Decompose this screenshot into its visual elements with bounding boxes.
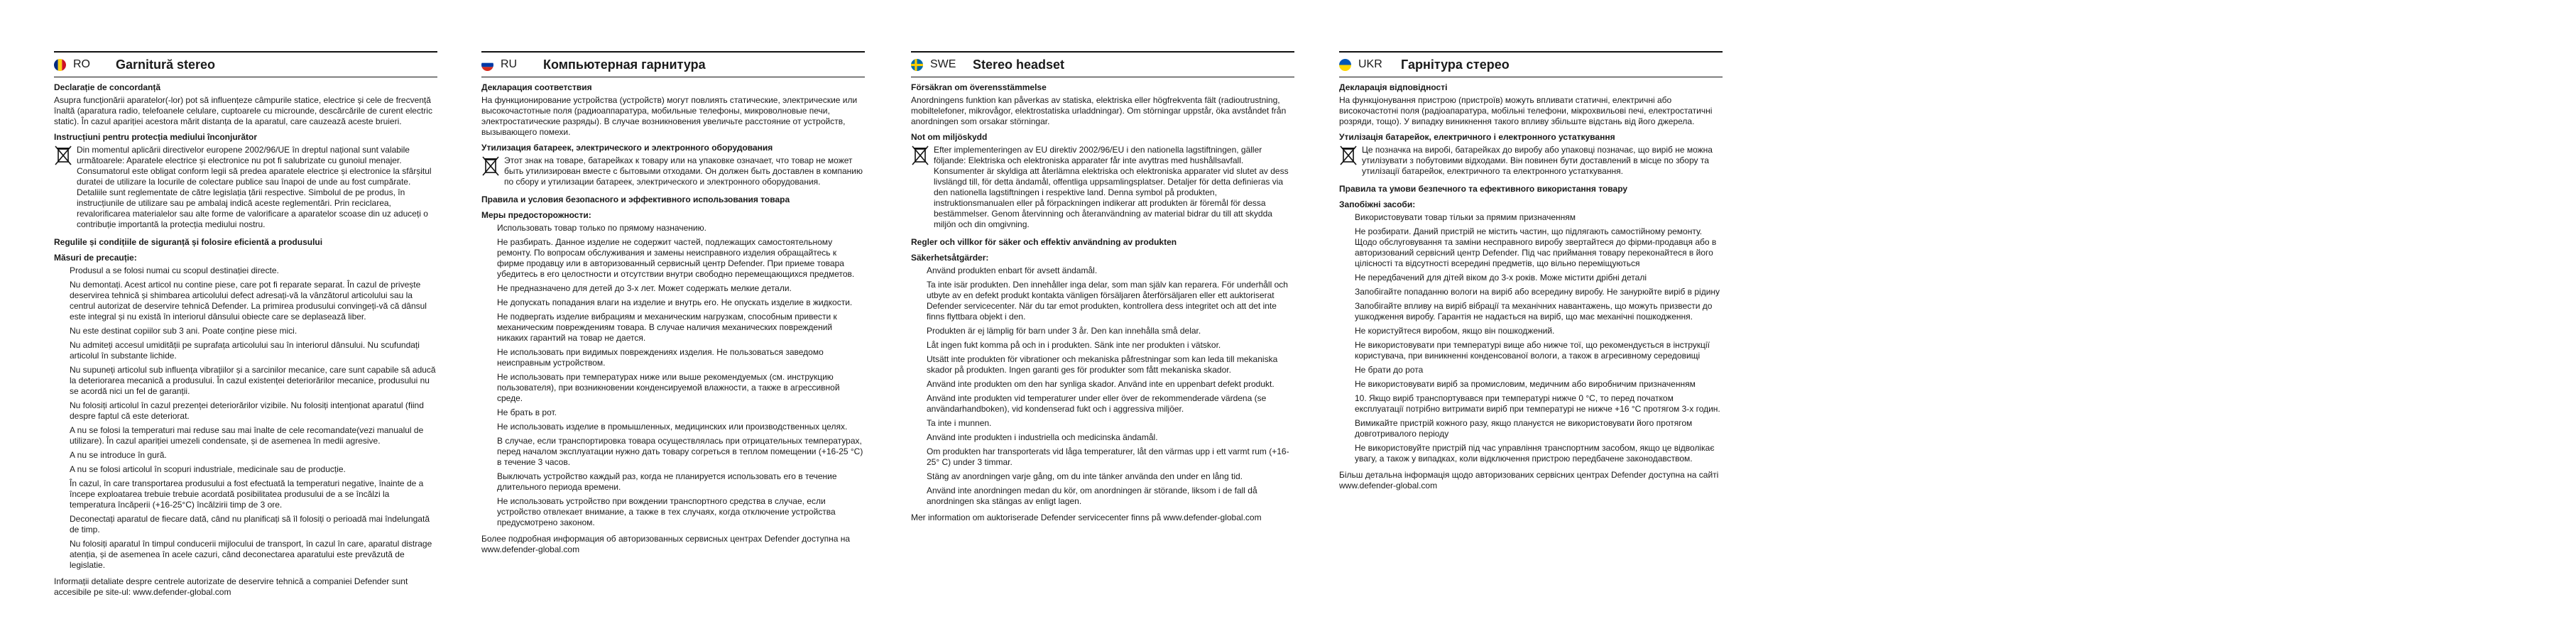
- crossed-bin-icon: [54, 145, 72, 166]
- rules-heading: Regler och villkor för säker och effektiv användning av produkten: [911, 236, 1177, 247]
- list-item: Запобігайте впливу на виріб вібрації та механічних навантажень, що можуть призвести до ушкодження виробу. Гарантія не надається на виріб, що має механічні пошкодження.: [1355, 300, 1713, 322]
- disposal-text: Efter implementeringen av EU direktiv 2002/96/EU i den nationella lagstiftningen, gäller följande: Elektriska och elektroniska apparater får inte avyttras med hushållsavfall. Konsumenter är skyldiga att återlämna elektriska och elektroniska apparater vid slutet av dess livslängd till, för detta ändamål, offentliga uppsamlingsplatser. Detaljer för detta definieras via den nationella lagstiftningen i respektive land. Denna symbol på produkten, instruktionsmanualen eller på förpackningen indikerar att produkten är föremål för dessa bestämmelser. Genom återvinning och återanvändning av material bidrar du till att skydda miljön och din omgivning.: [934, 144, 1289, 229]
- footer-text: Mer information om auktoriserade Defender servicecenter finns på www.defender-global.com: [911, 512, 1262, 522]
- product-title: Garnitură stereo: [116, 57, 216, 72]
- list-item: Выключать устройство каждый раз, когда не планируется использовать его в течение длительного периода времени.: [497, 471, 837, 492]
- product-title: Компьютерная гарнитура: [543, 57, 706, 72]
- rules-heading: Правила та умови безпечного та ефективного використання товару: [1339, 183, 1628, 194]
- column-ro: [54, 51, 437, 600]
- language-code: UKR: [1358, 58, 1382, 71]
- list-item: Ta inte isär produkten. Den innehåller inga delar, som man själv kan reparera. För underhåll och utbyte av en defekt produkt kontakta vänligen försäljaren återförsäljaren eller ett auktoriserat Defender servicecenter. När du tar emot produkten, kontrollera dess integritet och att det inte finns flyttbara objekt i den.: [927, 279, 1288, 322]
- list-item: În cazul, în care transportarea produsului a fost efectuată la temperaturi negative, înainte de a începe exploatarea trebuie trebuie acordată posibilitatea produsului de a se încălzi la temperatura încăperii (+16-25°C) încălzirii timp de 3 ore.: [70, 478, 424, 510]
- section-header: [481, 51, 865, 77]
- declaration-heading: Декларація відповідності: [1339, 82, 1448, 92]
- ukraine-flag-icon: [1339, 59, 1351, 71]
- list-item: Om produkten har transporterats vid låga temperaturer, låt den värmas upp i ett varmt rum (+16-25° C) under 3 timmar.: [927, 446, 1289, 467]
- list-item: Не розбирати. Даний пристрій не містить частин, що підлягають самостійному ремонту. Щодо обслуговування та заміни несправного виробу звертайтеся до фірми-продавця або в авторизований сервісний центр Defender. Під час приймання товару переконайтеся в його цілісності та відсутності всередині предметів, що вільно переміщуються: [1355, 226, 1717, 268]
- list-item: Nu folosiți articolul în cazul prezenței deteriorărilor vizibile. Nu folosiți intenționat aparatul (fiind despre faptul că este deteriorat.: [70, 400, 424, 421]
- list-item: Вимикайте пристрій кожного разу, якщо плануєтся не використовувати його протягом довготривалого періоду: [1355, 417, 1693, 439]
- list-item: Не використовувати при температурі вище або нижче тої, що рекомендується в інструкції користувача, при виникненні конденсованої вологи, а також в агресивному середовищі: [1355, 339, 1710, 361]
- list-item: Produsul a se folosi numai cu scopul destinației directe.: [70, 265, 279, 275]
- column-ru: [481, 51, 865, 557]
- footer-text: Informații detaliate despre centrele autorizate de deservire tehnică a companiei Defender sunt accesibile pe site-ul: www.defender-global.com: [54, 576, 408, 597]
- romania-flag-icon: [54, 59, 66, 71]
- declaration-text: На функціонування пристрою (пристроїв) можуть впливати статичні, електричні або високочастотні поля (радіоапаратура, мобільні телефони, мікрохвильові печі, електростатичні розряди, тощо). У випадку виникнення такого впливу збільште відстань від його джерела.: [1339, 94, 1713, 126]
- declaration-heading: Declarație de concordanță: [54, 82, 161, 92]
- list-item: Stäng av anordningen varje gång, om du inte tänker använda den under en lång tid.: [927, 471, 1243, 481]
- disposal-text: Din momentul aplicării directivelor europene 2002/96/UE în dreptul național sunt valabile următoarele: Aparatele electrice și electronice nu pot fi salubrizate cu gunoiul menajer. Consumatorul este obligat conform legii să predea aparatele electrice și electronice la sfârșitul duratei de utilizare la locurile de colectare publice sau înapoi de unde au fost cumpărate. Detaliile sunt reglementate de către legislația țării respective. Simbolul de pe produs, în instrucțiunile de utilizare sau pe ambalaj indică aceste reglementări. Prin reciclarea, revalorificarea materialelor sau alte forme de valorificare a aparatelor scoase din uz aduceți o contribuție importantă la protecția mediului nostru.: [77, 144, 432, 229]
- declaration-text: Asupra funcționării aparatelor(-lor) pot să influențeze câmpurile statice, electrice și cele de frecvență înaltă (aparatura radio, telefoanele celulare, cuptoarele cu microunde, descărcările de curent electric static). În cazul apariției acestora mărit distanța de la aparatul, care cauzează aceste bruieri.: [54, 94, 432, 126]
- list-item: Deconectați aparatul de fiecare dată, când nu planificați să îl folosiți o perioadă mai îndelungată de timp.: [70, 513, 430, 534]
- list-item: Не використовуйте пристрій під час управління транспортним засобом, якщо це відволікає увагу, а також у випадках, коли відключення пристрою передбачене законодавством.: [1355, 442, 1715, 464]
- list-item: A nu se folosi la temperaturi mai reduse sau mai înalte de cele recomandate(vezi manualul de utilizare). În cazul apariției umezeli condensate, și de asemenea în medii agresive.: [70, 424, 424, 446]
- list-item: Produkten är ej lämplig för barn under 3 år. Den kan innehålla små delar.: [927, 325, 1201, 336]
- list-item: Не использовать изделие в промышленных, медицинских или производственных целях.: [497, 421, 848, 432]
- list-item: Använd inte anordningen medan du kör, om anordningen är störande, liksom i de fall då anordningen ska stängas av enligt lagen.: [927, 485, 1257, 506]
- precautions-heading: Säkerhetsåtgärder:: [911, 252, 989, 263]
- column-ukr: [1339, 51, 1723, 493]
- crossed-bin-icon: [481, 155, 500, 177]
- list-item: Utsätt inte produkten för vibrationer och mekaniska påfrestningar som kan leda till mekaniska skador på produkten. Ingen garanti ges för produkter som fått mekaniska skador.: [927, 353, 1278, 375]
- disposal-heading: Not om miljöskydd: [911, 131, 988, 142]
- list-item: Använd inte produkten vid temperaturer under eller över de rekommenderade värdena (se användarhandboken), vid kondenserad fukt och i aggressiva miljöer.: [927, 393, 1267, 414]
- language-code: SWE: [930, 58, 956, 71]
- precautions-heading: Măsuri de precauție:: [54, 252, 137, 263]
- list-item: Nu demontați. Acest articol nu contine piese, care pot fi reparate separat. În cazul de privește deservirea tehnică și shimbarea articolului defect adresați-vă la vânzătorul articolului sau la centrul autorizat de deservire tehnică Defender. La primirea produsului convingeți-vă că dânsul este integral și nu există în interiorul dânsului obiecte care se deplasează liber.: [70, 279, 427, 322]
- footer-text: Більш детальна інформація щодо авторизованих сервісних центрах Defender доступна на сайті www.defender-global.com: [1339, 469, 1719, 490]
- russia-flag-icon: [481, 59, 493, 71]
- declaration-heading: Декларация соответствия: [481, 82, 592, 92]
- list-item: Не подвергать изделие вибрациям и механическим нагрузкам, способным привести к механическим повреждениям товара. В случае наличия механических повреждений никаких гарантий на товар не дается.: [497, 311, 837, 343]
- list-item: Не разбирать. Данное изделие не содержит частей, подлежащих самостоятельному ремонту. По вопросам обслуживания и замены неисправного изделия обращайтесь к фирме продавцу или в авторизованный сервисный центр Defender. При приеме товара убедитесь в его целостности и отсутствии внутри свободно перемещающихся предметов.: [497, 236, 855, 279]
- declaration-text: На функционирование устройства (устройств) могут повлиять статические, электрические или высокочастотные поля (радиоаппаратура, мобильные телефоны, микроволновые печи, электростатические разряды). В случае возникновения увеличьте расстояние от устройств, вызывающего помехи.: [481, 94, 858, 137]
- list-item: Nu admiteți accesul umidității pe suprafața articolului sau în interiorul dânsului. Nu scufundați articolul în substante lichide.: [70, 339, 420, 361]
- list-item: A nu se introduce în gură.: [70, 449, 167, 460]
- disposal-text: Це позначка на виробі, батарейках до виробу або упаковці позначає, що виріб не можна утилізувати з побутовими відходами. Він повинен бути доставлений в місце по збору та утилізації батарейок, електричного та електронного устаткування.: [1362, 144, 1713, 176]
- list-item: Запобігайте попаданню вологи на виріб або всередину виробу. Не занурюйте виріб в рідину: [1355, 286, 1720, 297]
- list-item: Не брати до рота: [1355, 364, 1424, 375]
- product-title: Гарнітура стерео: [1401, 57, 1510, 72]
- list-item: Låt ingen fukt komma på och in i produkten. Sänk inte ner produkten i vätskor.: [927, 339, 1221, 350]
- disposal-heading: Instrucțiuni pentru protecția mediului înconjurător: [54, 131, 258, 142]
- crossed-bin-icon: [1339, 145, 1358, 166]
- list-item: Använd produkten enbart för avsett ändamål.: [927, 265, 1098, 275]
- product-title: Stereo headset: [973, 57, 1065, 72]
- disposal-heading: Утилізація батарейок, електричного і електронного устаткування: [1339, 131, 1615, 142]
- list-item: Не допускать попадания влаги на изделие и внутрь его. Не опускать изделие в жидкости.: [497, 297, 853, 307]
- list-item: Använd inte produkten om den har synliga skador. Använd inte en uppenbart defekt produkt.: [927, 378, 1275, 389]
- section-header: [1339, 51, 1723, 77]
- list-item: Не использовать устройство при вождении транспортного средства в случае, если устройство отвлекает внимание, а также в тех случаях, когда отключение устройства предусмотрено законом.: [497, 495, 836, 527]
- list-item: Ta inte i munnen.: [927, 417, 992, 428]
- list-item: A nu se folosi articolul în scopuri industriale, medicinale sau de producție.: [70, 464, 346, 474]
- sweden-flag-icon: [911, 59, 923, 71]
- list-item: Nu este destinat copiilor sub 3 ani. Poate conține piese mici.: [70, 325, 298, 336]
- section-header: [911, 51, 1294, 77]
- list-item: Nu supuneți articolul sub influența vibrațiilor și a sarcinilor mecanice, care sunt capabile să aducă la deteriorarea mecanică a produsului. În cazul existenței deteriorărilor mecanice, produsului nu se acordă nici un fel de garanții.: [70, 364, 436, 396]
- list-item: Использовать товар только по прямому назначению.: [497, 222, 706, 233]
- disposal-heading: Утилизация батареек, электрического и электронного оборудования: [481, 142, 773, 153]
- list-item: Не використовувати виріб за промисловим, медичним або виробничим призначенням: [1355, 378, 1696, 389]
- list-item: Не предназначено для детей до 3-х лет. Может содержать мелкие детали.: [497, 283, 792, 293]
- footer-text: Более подробная информация об авторизованных сервисных центрах Defender доступна на www.defender-global.com: [481, 533, 851, 554]
- declaration-heading: Försäkran om överensstämmelse: [911, 82, 1047, 92]
- list-item: Не користуйтеся виробом, якщо він пошкоджений.: [1355, 325, 1555, 336]
- disposal-text: Этот знак на товаре, батарейках к товару или на упаковке означает, что товар не может быть утилизирован вместе с бытовыми отходами. Он должен быть доставлен в компанию по сбору и утилизации батареек, электрического и электронного оборудования.: [504, 155, 863, 187]
- list-item: В случае, если транспортировка товара осуществлялась при отрицательных температурах, перед началом эксплуатации нужно дать товару согреться в теплом помещении (+16-25 °С) в течение 3 часов.: [497, 435, 863, 467]
- precautions-heading: Меры предосторожности:: [481, 209, 591, 220]
- list-item: Не передбачений для дітей віком до 3-х років. Може містити дрібні деталі: [1355, 272, 1647, 283]
- list-item: Не использовать при видимых повреждениях изделия. Не пользоваться заведомо неисправным устройством.: [497, 346, 824, 368]
- list-item: Використовувати товар тільки за прямим призначенням: [1355, 212, 1576, 222]
- list-item: Не использовать при температурах ниже или выше рекомендуемых (см. инструкцию пользователя), при возникновении конденсируемой влажности, а также в агрессивной среде.: [497, 371, 840, 403]
- column-swe: [911, 51, 1294, 525]
- precautions-heading: Запобіжні засоби:: [1339, 199, 1416, 209]
- language-code: RO: [73, 58, 90, 71]
- rules-heading: Правила и условия безопасного и эффективного использования товара: [481, 194, 790, 204]
- section-header: [54, 51, 437, 77]
- crossed-bin-icon: [911, 145, 929, 166]
- declaration-text: Anordningens funktion kan påverkas av statiska, elektriska eller högfrekventa fält (radioutrustning, mobiltelefoner, mikrovågor, elektrostatiska urladdningar). Om störningar uppstår, öka avståndet från anordningen som orsakar störningar.: [911, 94, 1287, 126]
- list-item: 10. Якщо виріб транспортувався при температурі нижче 0 °С, то перед початком експлуатації потрібно витримати виріб при температурі не нижче +16 °С протягом 3-х годин.: [1355, 393, 1720, 414]
- list-item: Не брать в рот.: [497, 407, 557, 417]
- rules-heading: Regulile și condițiile de siguranță și folosire eficientă a produsului: [54, 236, 323, 247]
- language-code: RU: [501, 58, 518, 71]
- list-item: Använd inte produkten i industriella och medicinska ändamål.: [927, 432, 1158, 442]
- list-item: Nu folosiți aparatul în timpul conducerii mijlocului de transport, în cazul în care, aparatul distrage atenția, și de asemenea în acele cazuri, când deconectarea aparatului este prevăzută de legislatie.: [70, 538, 432, 570]
